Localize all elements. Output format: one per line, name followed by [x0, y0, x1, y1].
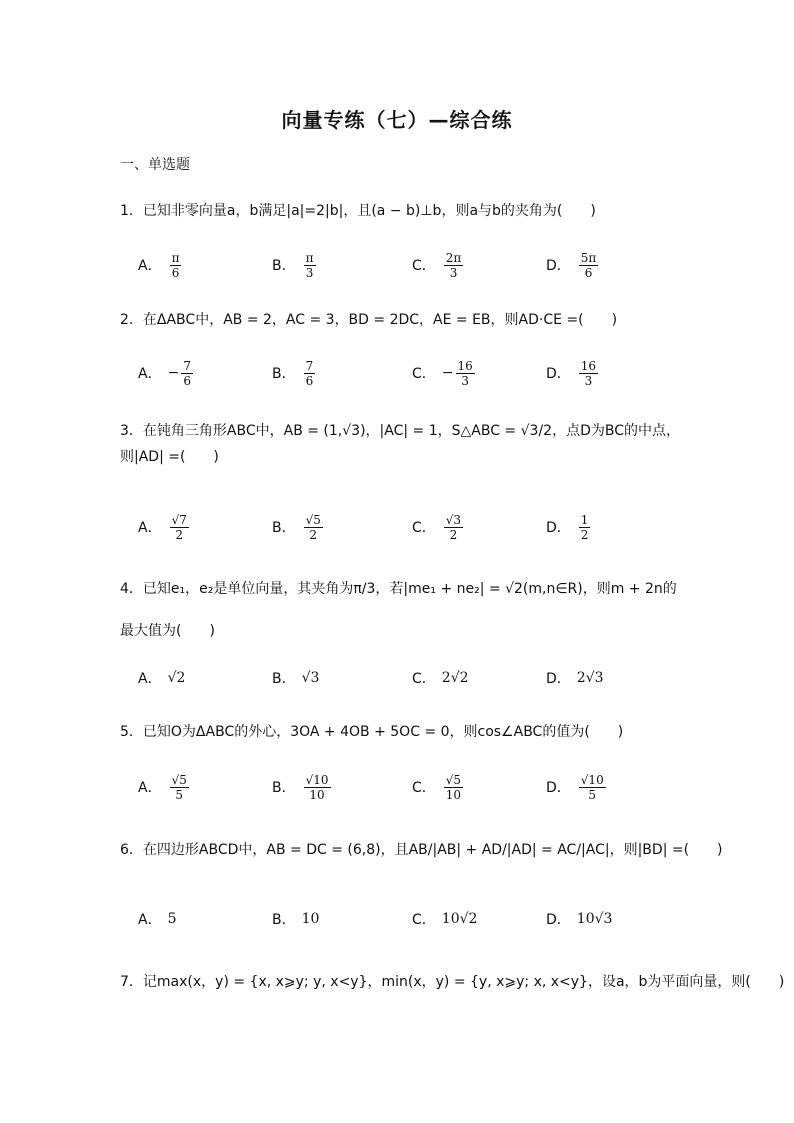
option-d: D． $\frac{16}{3}$: [546, 358, 597, 388]
option-d: D． $\frac{1}{2}$: [546, 512, 589, 542]
option-a: A． $\frac{√7}{2}$: [138, 512, 187, 542]
question-stem: 1．已知非零向量a，b满足|a|=2|b|，且(a − b)⊥b，则a与b的夹角为( ): [120, 203, 596, 219]
question-stem: 6．在四边形ABCD中，AB = DC = (6,8)，且AB/|AB| + AD/|AD| = AC/|AC|，则|BD| =( ): [120, 842, 723, 858]
options-5: [138, 770, 698, 804]
question-5: [120, 722, 623, 742]
option-b: B． 10: [272, 911, 320, 928]
options-4: [138, 661, 698, 695]
option-a: A． $\frac{\pi}{6}$: [138, 250, 180, 280]
section-heading: 一、单选题: [120, 157, 190, 173]
option-c: C． $\frac{√5}{10}$: [412, 772, 462, 802]
question-stem: 7．记max(x，y) = {x, x⩾y; y, x<y}，min(x，y) = {y, x⩾y; x, x<y}，设a，b为平面向量，则( ): [120, 974, 785, 990]
option-d: D． $\frac{5\pi}{6}$: [546, 250, 597, 280]
option-a: A． $\frac{√5}{5}$: [138, 772, 187, 802]
question-2: [120, 310, 617, 330]
question-6: [120, 840, 723, 860]
option-b: B． $\frac{√5}{2}$: [272, 512, 321, 542]
question-stem: 4．已知e₁，e₂是单位向量，其夹角为π/3，若|me₁ + ne₂| = √2(m,n∈R)，则m + 2n的最大值为( ): [120, 581, 677, 639]
options-3: [138, 510, 698, 544]
option-a: A． √2: [138, 670, 186, 687]
option-c: C． $\frac{2\pi}{3}$: [412, 250, 462, 280]
option-c: C． 2√2: [412, 670, 469, 687]
options-2: [138, 356, 698, 390]
option-c: C． $\frac{√3}{2}$: [412, 512, 462, 542]
question-3: [120, 418, 680, 470]
question-7: [120, 972, 784, 992]
question-4: [120, 568, 680, 652]
options-6: [138, 902, 698, 936]
question-1: [120, 201, 596, 221]
option-b: B． $\frac{√10}{10}$: [272, 772, 329, 802]
option-d: D． 10√3: [546, 911, 613, 928]
option-d: D． $\frac{√10}{5}$: [546, 772, 604, 802]
option-a: A． 5: [138, 911, 177, 928]
question-stem: 3．在钝角三角形ABC中，AB = (1,√3)，|AC| = 1，S△ABC = √3/2，点D为BC的中点，则|AD| =( ): [120, 423, 680, 465]
option-b: B． $\frac{7}{6}$: [272, 358, 314, 388]
options-1: [138, 248, 698, 282]
option-c: C． 10√2: [412, 911, 478, 928]
page-title: 向量专练（七）—综合练: [281, 108, 513, 132]
option-b: B． $\frac{\pi}{3}$: [272, 250, 314, 280]
question-stem: 5．已知O为ΔABC的外心，3OA + 4OB + 5OC = 0，则cos∠ABC的值为( ): [120, 724, 624, 740]
question-stem: 2．在ΔABC中，AB = 2，AC = 3，BD = 2DC，AE = EB，则AD·CE =( ): [120, 312, 618, 328]
option-c: C． − $\frac{16}{3}$: [412, 358, 473, 388]
option-a: A． − $\frac{7}{6}$: [138, 358, 191, 388]
option-b: B． √3: [272, 670, 320, 687]
option-d: D． 2√3: [546, 670, 604, 687]
